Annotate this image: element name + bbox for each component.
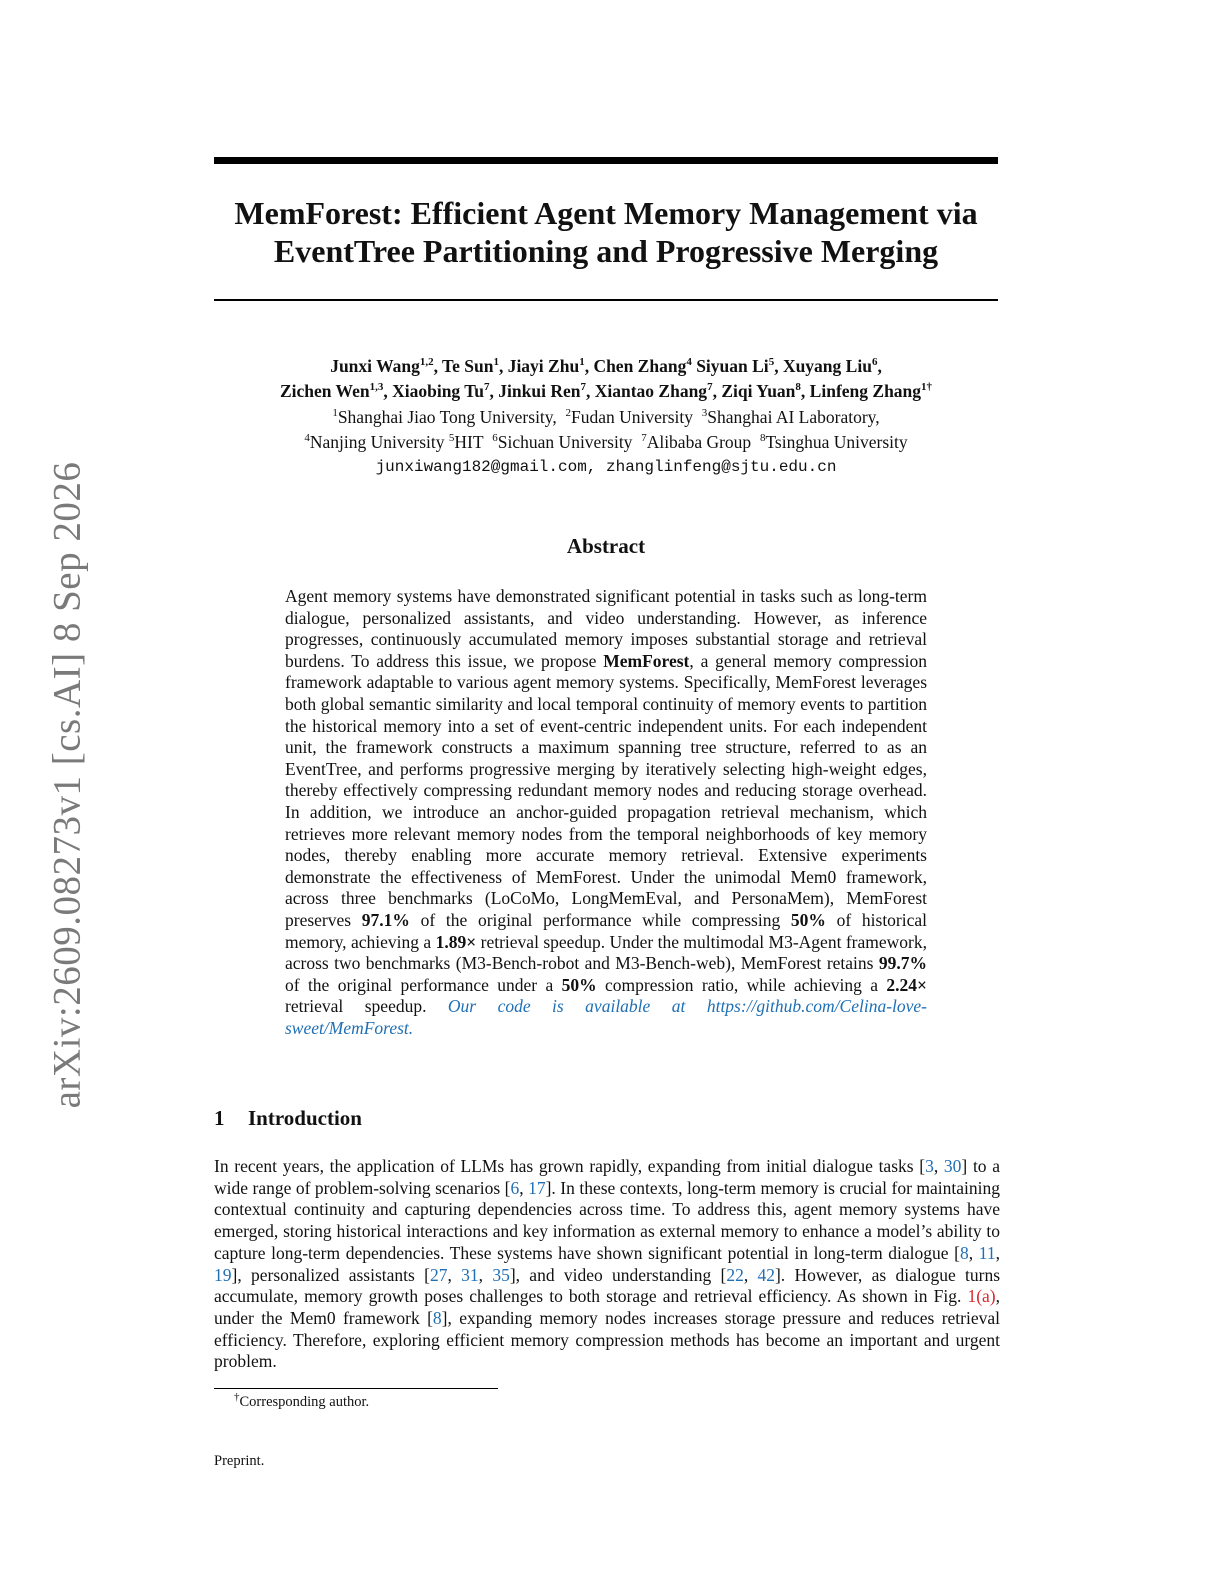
abstract-body	[285, 586, 927, 1039]
footnote-rule	[214, 1388, 498, 1389]
author-name: Linfeng Zhang	[809, 381, 922, 401]
affil-mark: 4	[304, 432, 310, 445]
author-affil-mark: 1,3	[369, 381, 384, 394]
author-sep: ,	[774, 356, 783, 376]
affil-mark: 8	[759, 432, 766, 445]
abstract-text: Agent memory systems have demonstrated significant potential in tasks such as long-term dialogue, personalized assistants, and video understanding. However, as inference progresses, continuously accumulated memory imposes substantial storage and retrieval burdens. To address this issue, we propose	[285, 586, 927, 671]
author-name: Jiayi Zhu	[507, 356, 580, 376]
author-name: Jinkui Ren	[498, 381, 581, 401]
author-name: Xiantao Zhang	[594, 381, 708, 401]
abstract-text: retrieval speedup. Under the multimodal M3-Agent framework, across two benchmarks (M3-Bench-robot and M3-Bench-web), MemForest retains	[285, 931, 927, 974]
body-text: ] to a wide range of problem-solving scenarios [	[214, 1156, 1001, 1198]
affiliation-line-2	[214, 430, 998, 455]
author-list	[214, 354, 998, 404]
body-text: ,	[743, 1264, 758, 1285]
affil-name: Tsinghua University	[765, 432, 908, 452]
affil-name: Shanghai Jiao Tong University,	[337, 407, 557, 427]
author-line-2	[214, 379, 998, 404]
author-affil-mark: 5	[768, 356, 775, 369]
body-text: ,	[447, 1264, 462, 1285]
author-sep: ,	[489, 381, 499, 401]
footnote-text: Corresponding author.	[239, 1394, 370, 1410]
citation-link[interactable]: 30	[943, 1156, 962, 1176]
author-name: Siyuan Li	[696, 356, 769, 376]
footnote	[234, 1393, 369, 1411]
title-line-1: MemForest: Efficient Agent Memory Management via	[234, 195, 978, 231]
method-name: MemForest	[603, 650, 690, 671]
affil-name: Nanjing University	[309, 432, 445, 452]
paper-title	[214, 194, 998, 270]
body-text: ], expanding memory nodes increases storage pressure and reduces retrieval efficiency. Therefore, exploring efficient memory compression methods has become an important and urgent problem.	[214, 1307, 1000, 1372]
body-text: ], and video understanding [	[509, 1264, 727, 1285]
introduction-paragraph	[214, 1156, 1000, 1373]
author-affil-mark: 6	[871, 356, 878, 369]
author-sep: ,	[712, 381, 722, 401]
affil-name: HIT	[454, 432, 484, 452]
author-affil-mark: 7	[707, 381, 713, 394]
affil-mark: 3	[701, 407, 708, 420]
affil-mark: 5	[448, 432, 455, 445]
body-text: ,	[968, 1242, 979, 1263]
body-text: ]. In these contexts, long-term memory is crucial for maintaining contextual continuity and capturing dependencies across time. To address this, agent memory systems have emerged, storing historical interactions and key information as external memory to enhance a model’s ability to capture long-term dependencies. These systems have shown significant potential in long-term dialogue [	[214, 1177, 1000, 1263]
citation-link[interactable]: 8	[432, 1307, 442, 1328]
citation-link[interactable]: 11	[978, 1242, 996, 1263]
author-sep: ,	[800, 381, 810, 401]
body-text: ,	[933, 1156, 944, 1176]
author-line-1	[214, 354, 998, 379]
affil-name: Fudan University	[571, 407, 694, 427]
body-text: In recent years, the application of LLMs has grown rapidly, expanding from initial dialogue tasks [	[214, 1156, 926, 1176]
citation-link[interactable]: 3	[925, 1156, 934, 1176]
body-text: ,	[478, 1264, 493, 1285]
author-affil-mark: 4	[686, 356, 692, 369]
author-sep: ,	[877, 356, 882, 376]
body-text: ]. However, as dialogue turns accumulate, memory growth poses challenges to both storage and retrieval efficiency. As shown in Fig.	[214, 1264, 1001, 1307]
abstract-text: retrieval speedup.	[285, 996, 448, 1017]
author-name: Zichen Wen	[279, 381, 370, 401]
metric-value: 99.7%	[878, 953, 927, 974]
author-affil-mark: 1	[579, 356, 585, 369]
title-bottom-rule	[214, 299, 998, 301]
affil-mark: 6	[492, 432, 498, 445]
citation-link[interactable]: 8	[960, 1242, 969, 1263]
title-line-2: EventTree Partitioning and Progressive Merging	[273, 233, 939, 269]
body-text: ,	[995, 1242, 1000, 1263]
affil-mark: 7	[641, 432, 647, 445]
citation-link[interactable]: 22	[726, 1264, 744, 1285]
metric-value: 50%	[561, 974, 597, 995]
arxiv-stamp: arXiv:2609.08273v1 [cs.AI] 8 Sep 2026	[45, 461, 89, 1109]
citation-link[interactable]: 6	[510, 1177, 520, 1198]
section-title: Introduction	[248, 1106, 362, 1130]
affiliation-list	[214, 405, 998, 455]
affil-mark: 1	[332, 407, 338, 420]
footer-preprint: Preprint.	[214, 1453, 265, 1469]
author-name: Xiaobing Tu	[392, 381, 485, 401]
author-name: Ziqi Yuan	[721, 381, 796, 401]
footnote-mark: †	[234, 1391, 240, 1404]
metric-value: 1.89×	[435, 931, 477, 952]
abstract-text: compression ratio, while achieving a	[596, 974, 887, 995]
citation-link[interactable]: 35	[492, 1264, 510, 1285]
affil-mark: 2	[565, 407, 572, 420]
metric-value: 2.24×	[886, 974, 928, 995]
author-affil-mark: 1,2	[419, 356, 434, 369]
contact-emails[interactable]: junxiwang182@gmail.com, zhanglinfeng@sjtu.edu.cn	[375, 458, 837, 476]
metric-value: 97.1%	[361, 909, 410, 930]
abstract-text: of historical memory, achieving a	[285, 909, 928, 952]
code-link[interactable]: Our code is available at https://github.com/Celina-love-sweet/MemForest.	[285, 996, 927, 1038]
author-sep: ,	[498, 356, 508, 376]
title-top-rule	[214, 157, 998, 164]
body-text: , under the Mem0 framework [	[214, 1286, 1000, 1328]
author-name: Junxi Wang	[330, 356, 420, 376]
body-text: ], personalized assistants [	[231, 1264, 430, 1285]
affil-name: Shanghai AI Laboratory,	[707, 407, 880, 427]
citation-link[interactable]: 27	[429, 1264, 448, 1285]
author-sep: ,	[584, 356, 594, 376]
author-name: Xuyang Liu	[782, 356, 872, 376]
affil-name: Sichuan University	[497, 432, 633, 452]
author-affil-mark: 7	[484, 381, 490, 394]
affil-name: Alibaba Group	[646, 432, 752, 452]
author-name: Chen Zhang	[593, 356, 687, 376]
author-sep: ,	[433, 356, 443, 376]
metric-value: 50%	[790, 909, 826, 930]
author-sep: ,	[383, 381, 393, 401]
author-affil-mark: 7	[580, 381, 586, 394]
author-sep: ,	[585, 381, 595, 401]
affiliation-line-1	[214, 405, 998, 430]
section-number: 1	[214, 1106, 225, 1130]
author-affil-mark: 1†	[921, 381, 933, 394]
body-text: ,	[519, 1177, 529, 1198]
abstract-text: of the original performance under a	[285, 974, 562, 995]
citation-link[interactable]: 31	[461, 1264, 479, 1285]
author-name: Te Sun	[442, 356, 494, 376]
citation-link[interactable]: 17	[528, 1177, 546, 1198]
abstract-text: , a general memory compression framework adaptable to various agent memory systems. Specifically, MemForest leverages both global semantic similarity and local temporal continuity of memory events to partition the historical memory into a set of event-centric independent units. For each independent unit, the framework constructs a maximum spanning tree structure, referred to as an EventTree, and performs progressive merging by iteratively selecting high-weight edges, thereby effectively compressing redundant memory nodes and reducing storage overhead. In addition, we introduce an anchor-guided propagation retrieval mechanism, which retrieves more relevant memory nodes from the temporal neighborhoods of key memory nodes, thereby enabling more accurate memory retrieval. Extensive experiments demonstrate the effectiveness of MemForest. Under the unimodal Mem0 framework, across three benchmarks (LoCoMo, LongMemEval, and PersonaMem), MemForest preserves	[285, 650, 927, 930]
figure-reference-link[interactable]: 1(a)	[967, 1286, 996, 1307]
abstract-heading: Abstract	[566, 534, 646, 558]
citation-link[interactable]: 19	[214, 1264, 232, 1285]
abstract-text: of the original performance while compressing	[409, 909, 791, 930]
section-heading-introduction	[214, 1105, 998, 1131]
author-affil-mark: 1	[493, 356, 499, 369]
author-affil-mark: 8	[795, 381, 801, 394]
citation-link[interactable]: 42	[757, 1264, 775, 1285]
